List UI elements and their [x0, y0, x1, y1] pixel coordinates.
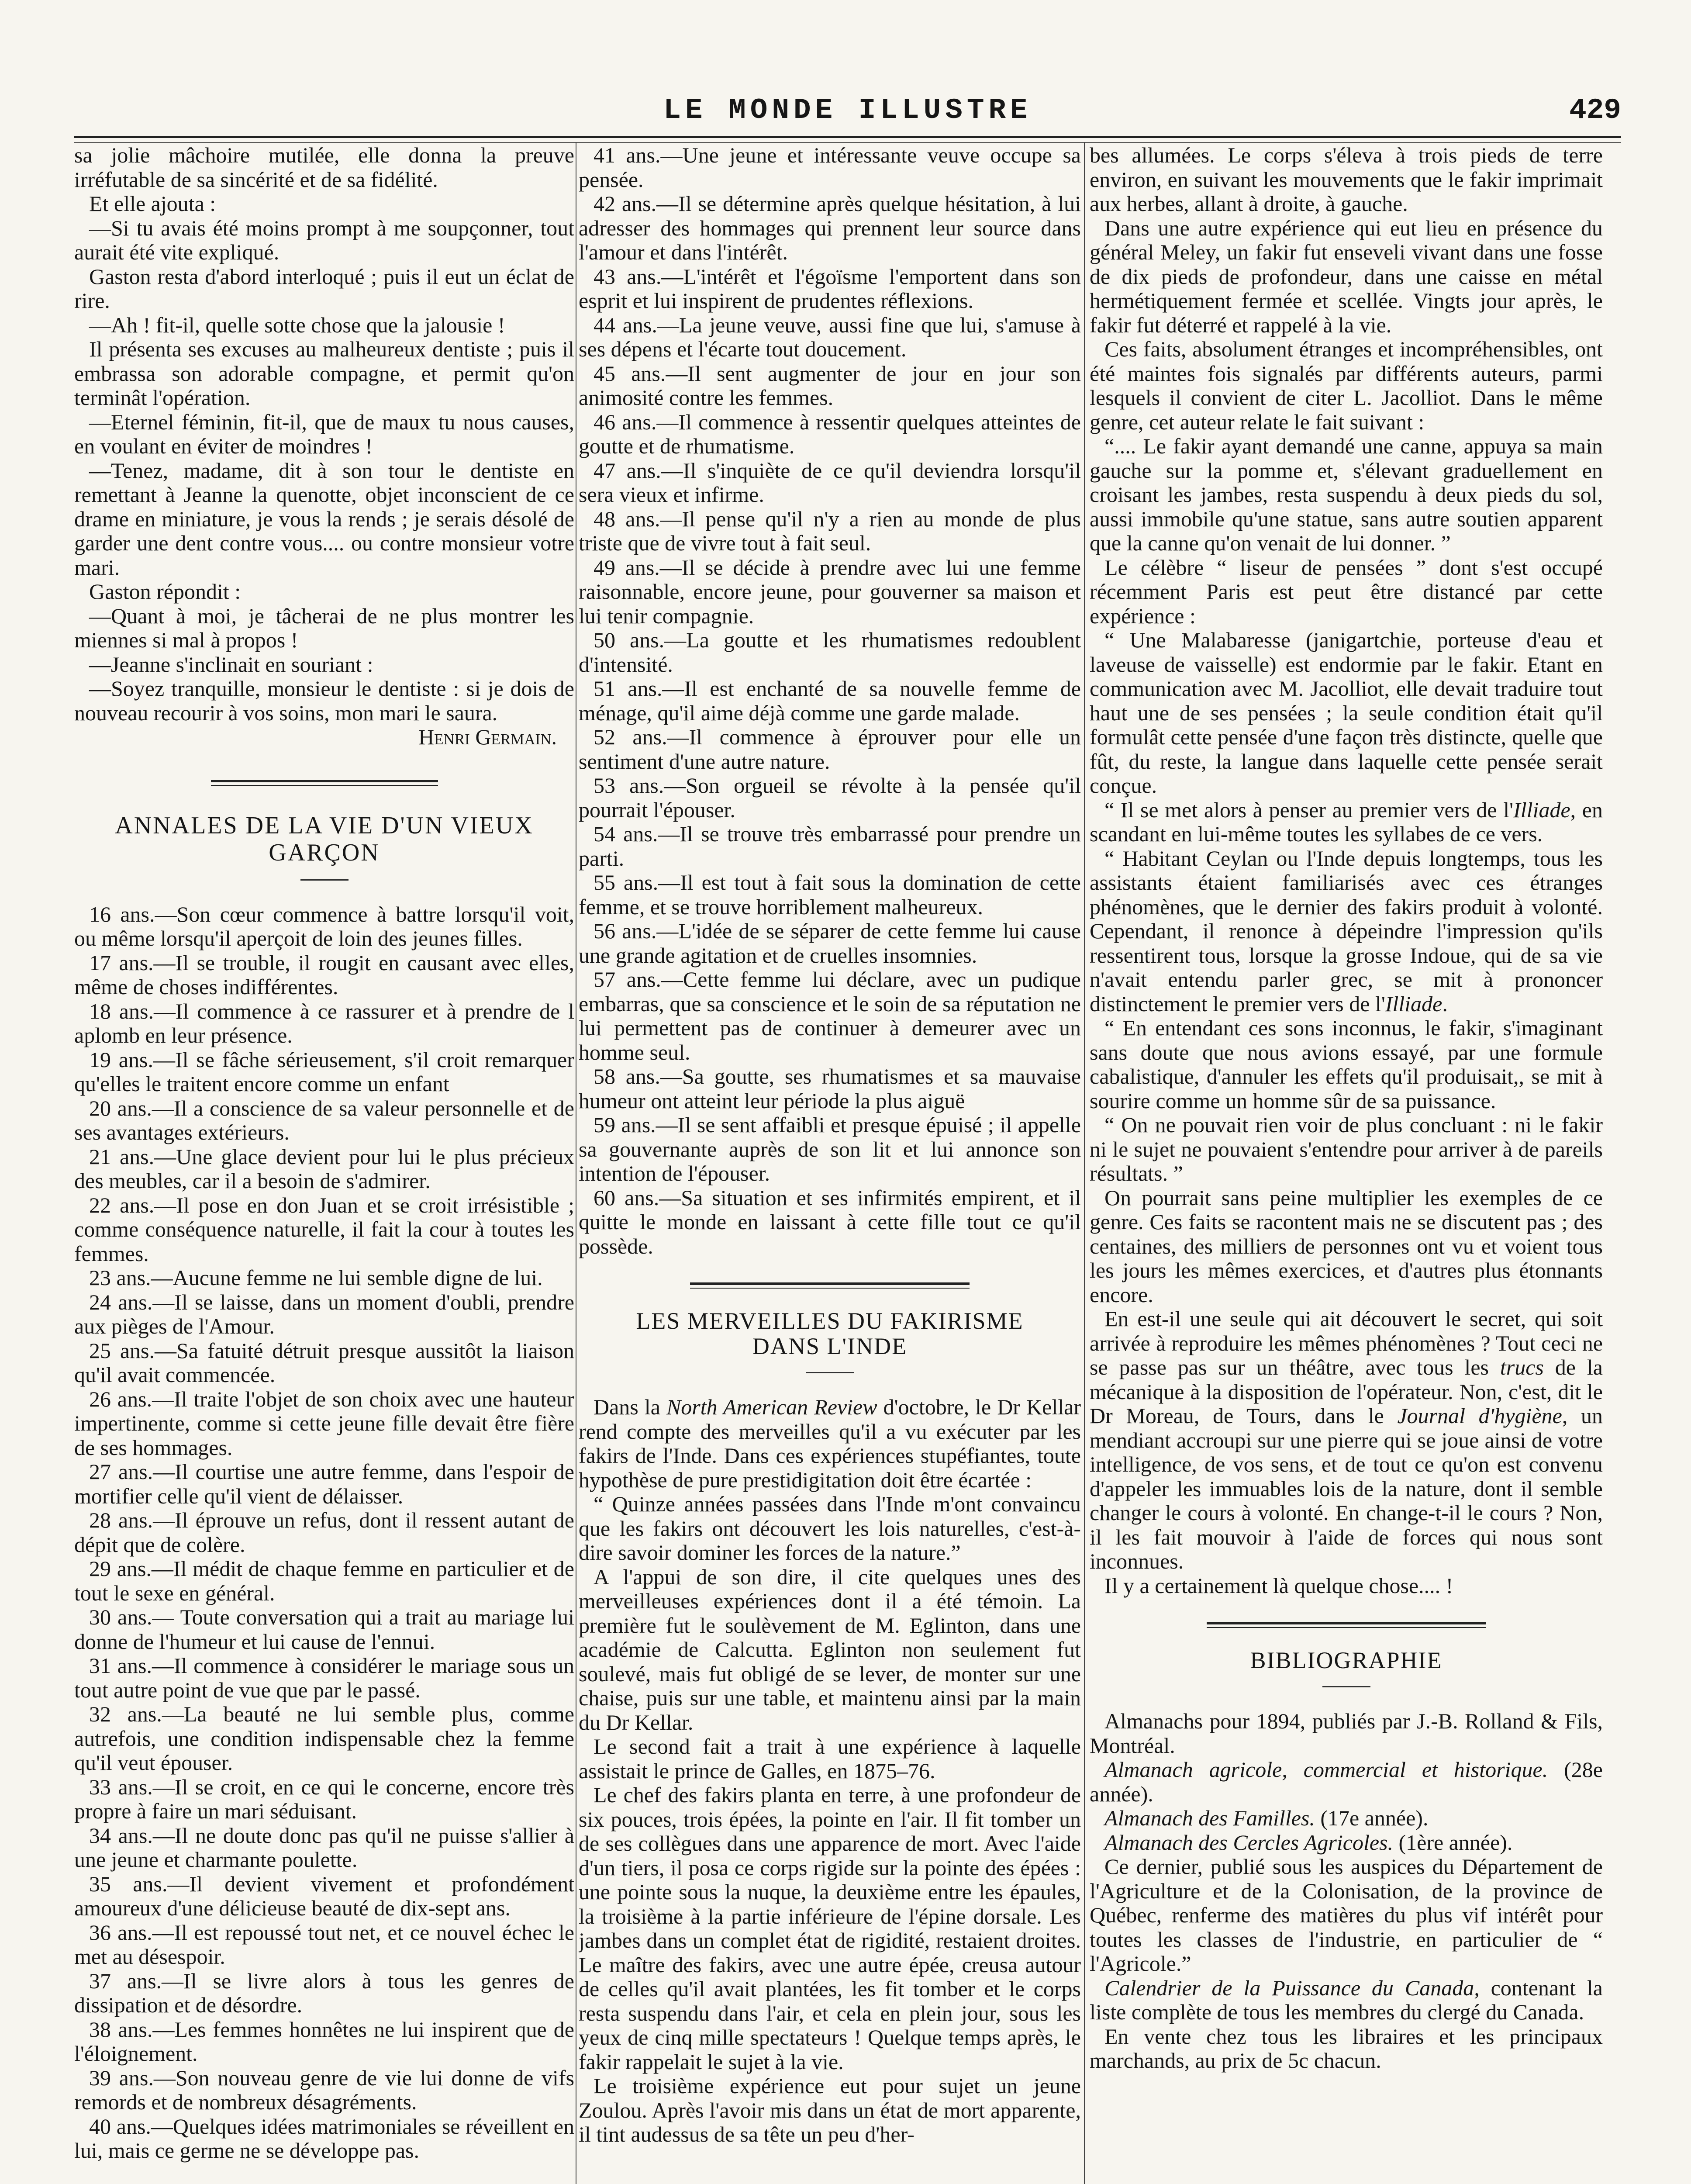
paragraph: Le second fait a trait à une expérience à laquelle assistait le prince de Galles, en 1875–76. — [579, 1734, 1081, 1783]
paragraph: Le chef des fakirs planta en terre, à une profondeur de six pouces, trois épées, la pointe en l'air. Il fit tomber un de ses collègues dans une apparence de mort. Avec l'aide d'un tiers, il posa ce corps rigide sur la pointe des épées : une pointe sous la nuque, la deuxième entre les épaules, la troisième à la partie inférieure de l'épine dorsale. Les jambes dans un complet état de rigidité, restaient droites. Le maître des fakirs, avec une autre épée, creusa autour de celles qu'il avait plantées, les fit tomber et le corps resta suspendu dans l'air, et cela en plein jour, sous les yeux de cinq mille spectateurs ! Quelque temps après, le fakir rappelait le sujet à la vie. — [579, 1783, 1081, 2074]
paragraph — [1090, 1307, 1603, 1574]
age-entry: 44 ans.—La jeune veuve, aussi fine que lui, s'amuse à ses dépens et l'écarte tout doucement. — [579, 312, 1081, 361]
age-entry: 48 ans.—Il pense qu'il n'y a rien au monde de plus triste que de vivre tout à fait seul. — [579, 506, 1081, 555]
paragraph: Ces faits, absolument étranges et incompréhensibles, ont été maintes fois signalés par différents auteurs, parmi lesquels il convient de citer L. Jacolliot. Dans le même genre, cet auteur relate le fait suivant : — [1090, 337, 1603, 434]
column-divider — [1084, 142, 1085, 2184]
paragraph: —Eternel féminin, fit-il, que de maux tu nous causes, en voulant en éviter de moindres ! — [74, 409, 574, 458]
bibliography-entry: Ce dernier, publié sous les auspices du Département de l'Agriculture et de la Colonisation, de la province de Québec, renferme des matières du plus vif intérêt pour toutes les classes de l'industrie, en particulier de “ l'Agricole.” — [1090, 1854, 1603, 1976]
quotation: “.... Le fakir ayant demandé une canne, appuya sa main gauche sur la pomme et, s'élevant graduellement en croisant les jambes, resta suspendu à deux pieds du sol, aussi immobile qu'une statue, sans autre soutien apparent que la canne qu'on venait de lui donner. ” — [1090, 434, 1603, 555]
bibliography-entry — [1090, 1806, 1603, 1831]
text-run: (1ère année). — [1393, 1830, 1513, 1855]
title-rule — [1322, 1686, 1370, 1687]
quotation — [1090, 847, 1603, 1016]
paragraph: Le troisième expérience eut pour sujet un jeune Zoulou. Après l'avoir mis dans un état de mort apparente, il tint audessus de sa tête un peu d'her- — [579, 2073, 1081, 2146]
text-run: , en scandant en lui-même toutes les syllabes de ce vers. — [1090, 797, 1603, 846]
age-entry: 38 ans.—Les femmes honnêtes ne lui inspirent que de l'éloignement. — [74, 2017, 574, 2066]
paragraph: —Si tu avais été moins prompt à me soupçonner, tout aurait été vite expliqué. — [74, 215, 574, 264]
section-separator — [1207, 1622, 1486, 1628]
age-entry: 23 ans.—Aucune femme ne lui semble digne de lui. — [89, 1265, 543, 1290]
age-entry: 16 ans.—Son cœur commence à battre lorsqu'il voit, ou même lorsqu'il aperçoit de loin des jeunes filles. — [74, 902, 574, 950]
bibliography-entry — [1090, 1976, 1603, 2025]
italic-term: trucs — [1500, 1355, 1544, 1379]
section-separator — [690, 1282, 970, 1289]
age-entry: 29 ans.—Il médit de chaque femme en particulier et de tout le sexe en général. — [74, 1556, 574, 1605]
quotation: “ On ne pouvait rien voir de plus concluant : ni le fakir ni le sujet ne pouvaient s'entendre pour arriver à de pareils résultats. ” — [1090, 1113, 1603, 1185]
age-entry: 57 ans.—Cette femme lui déclare, avec un pudique embarras, que sa conscience et le soin de sa réputation ne lui permettent pas de continuer à demeurer avec un homme seul. — [579, 967, 1081, 1064]
paragraph: On pourrait sans peine multiplier les exemples de ce genre. Ces faits se racontent mais ne se discutent pas ; des centaines, des milliers de personnes ont vu et voient tous les jours les mêmes exercices, et d'autres plus étonnants encore. — [1090, 1185, 1603, 1307]
bibliography-entry: Almanachs pour 1894, publiés par J.-B. Rolland & Fils, Montréal. — [1090, 1709, 1603, 1758]
age-entry: 20 ans.—Il a conscience de sa valeur personnelle et de ses avantages extérieurs. — [74, 1095, 574, 1144]
age-entry: 53 ans.—Son orgueil se révolte à la pensée qu'il pourrait l'épouser. — [579, 773, 1081, 822]
text-run: “ Habitant Ceylan ou l'Inde depuis longtemps, tous les assistants étaient familiarisés avec ces étranges phénomènes, que le dernier des fakirs produit à volonté. Cependant, il renonce à dépeindre l'impression qu'ils ressentirent tous, lorsque la grosse Indoue, qui de sa vie n'avait entendu parler grec, se mit à prononcer distinctement le premier vers de l' — [1090, 846, 1603, 1016]
text-run: de la mécanique à la disposition de l'opérateur. Non, c'est, dit le Dr Moreau, de Tours, dans le — [1090, 1355, 1603, 1428]
quotation: “ Quinze années passées dans l'Inde m'ont convaincu que les fakirs ont découvert les lois naturelles, c'est-à-dire savoir dominer les forces de la nature.” — [579, 1492, 1081, 1565]
bibliography-entry — [1090, 1831, 1603, 1855]
paragraph: sa jolie mâchoire mutilée, elle donna la preuve irréfutable de sa sincérité et de sa fidélité. — [74, 143, 574, 192]
italic-title: Journal d'hygiène — [1397, 1403, 1562, 1428]
text-run: , un mendiant accroupi sur une pierre qui se joue ainsi de votre intelligence, de vos sens, et de tout ce qu'on est convenu d'appeler les immuables lois de la nature, dont il semble changer le cours à volonté. En change-t-il le cours ? Non, il les fait mouvoir à l'aide de forces qui nous sont inconnues. — [1090, 1403, 1603, 1573]
text-run: contenant la liste complète de tous les membres du clergé du Canada. — [1090, 1975, 1603, 2024]
age-entry: 36 ans.—Il est repoussé tout net, et ce nouvel échec le met au désespoir. — [74, 1920, 574, 1969]
quotation: “ Une Malabaresse (janigartchie, porteuse d'eau et laveuse de vaisselle) est endormie par le fakir. Etant en communication avec M. Jacolliot, elle devait traduire tout haut une de ses pensées ; la seule condition était qu'il formulât cette pensée d'une façon très distincte, quelle que fût, du reste, la langue dans laquelle cette pensée serait conçue. — [1090, 628, 1603, 798]
page-number: 429 — [1569, 94, 1621, 127]
bibliography-entry — [1090, 1758, 1603, 1806]
quotation — [1090, 798, 1603, 847]
age-entry: 33 ans.—Il se croit, en ce qui le concerne, encore très propre à faire un mari séduisant. — [74, 1774, 574, 1823]
paragraph: —Soyez tranquille, monsieur le dentiste : si je dois de nouveau recourir à vos soins, mon mari le saura. — [74, 676, 574, 725]
age-entry: 27 ans.—Il courtise une autre femme, dans l'espoir de mortifier celle qu'il vient de délaisser. — [74, 1459, 574, 1508]
age-entry: 25 ans.—Sa fatuité détruit presque aussitôt la liaison qu'il avait commencée. — [74, 1338, 574, 1387]
section-title: LES MERVEILLES DU FAKIRISME — [636, 1308, 1024, 1334]
paragraph: —Ah ! fit-il, quelle sotte chose que la jalousie ! — [89, 312, 505, 337]
age-entry: 37 ans.—Il se livre alors à tous les genres de dissipation et de désordre. — [74, 1968, 574, 2017]
age-entry: 26 ans.—Il traite l'objet de son choix avec une hauteur impertinente, comme si cette jeune fille devait être fière de ses hommages. — [74, 1386, 574, 1460]
age-entry: 24 ans.—Il se laisse, dans un moment d'oubli, prendre aux pièges de l'Amour. — [74, 1289, 574, 1338]
age-entry: 59 ans.—Il se sent affaibli et presque épuisé ; il appelle sa gouvernante auprès de son lit et lui annonce son intention de l'épouser. — [579, 1113, 1081, 1185]
age-entry: 17 ans.—Il se trouble, il rougit en causant avec elles, même de choses indifférentes. — [74, 950, 574, 999]
section-separator — [211, 780, 438, 786]
age-entry: 22 ans.—Il pose en don Juan et se croit irrésistible ; comme conséquence naturelle, il fait la cour à toutes les femmes. — [74, 1192, 574, 1266]
italic-title: North American Review — [666, 1395, 877, 1419]
age-entry: 39 ans.—Son nouveau genre de vie lui donne de vifs remords et de nombreux désagréments. — [74, 2065, 574, 2114]
age-entry: 18 ans.—Il commence à ce rassurer et à prendre de l aplomb en leur présence. — [74, 999, 574, 1047]
age-entry: 52 ans.—Il commence à éprouver pour elle un sentiment d'une autre nature. — [579, 725, 1081, 774]
header-rule — [74, 136, 1621, 143]
age-entry: 47 ans.—Il s'inquiète de ce qu'il deviendra lorsqu'il sera vieux et infirme. — [579, 458, 1081, 507]
paragraph: Et elle ajouta : — [89, 191, 216, 216]
paragraph: Gaston resta d'abord interloqué ; puis il eut un éclat de rire. — [74, 264, 574, 313]
age-entry: 28 ans.—Il éprouve un refus, dont il ressent autant de dépit que de colère. — [74, 1508, 574, 1557]
age-entry: 51 ans.—Il est enchanté de sa nouvelle femme de ménage, qu'il aime déjà comme une garde malade. — [579, 676, 1081, 725]
age-entry: 35 ans.—Il devient vivement et profondément amoureux d'une délicieuse beauté de dix-sept ans. — [74, 1871, 574, 1920]
text-run: En est-il une seule qui ait découvert le secret, qui soit arrivée à reproduire les mêmes phénomènes ? Tout ceci ne se passe pas sur un théâtre, avec tous les — [1090, 1306, 1603, 1379]
age-entry: 21 ans.—Une glace devient pour lui le plus précieux des meubles, car il a besoin de s'admirer. — [74, 1144, 574, 1193]
paragraph: Dans une autre expérience qui eut lieu en présence du général Meley, un fakir fut enseveli vivant dans une fosse de dix pieds de profondeur, dans une caisse en métal hermétiquement fermée et scellée. Vingts jour après, le fakir fut déterré et rappelé à la vie. — [1090, 215, 1603, 337]
age-entry: 50 ans.—La goutte et les rhumatismes redoublent d'intensité. — [579, 628, 1081, 677]
title-rule — [300, 879, 349, 881]
paragraph: —Tenez, madame, dit à son tour le dentiste en remettant à Jeanne la quenotte, objet inconscient de ce drame en miniature, je vous la rends ; je serais désolé de garder une dent contre vous.... ou contre monsieur votre mari. — [74, 458, 574, 580]
text-run: (17e année). — [1315, 1806, 1429, 1830]
age-entry: 42 ans.—Il se détermine après quelque hésitation, à lui adresser des hommages qui prennent leur source dans l'amour et dans l'intérêt. — [579, 191, 1081, 264]
italic-title: Calendrier de la Puissance du Canada, — [1104, 1975, 1480, 2000]
section-title-line2: DANS L'INDE — [752, 1333, 908, 1359]
paragraph — [579, 1395, 1081, 1492]
italic-title: Almanach des Familles. — [1104, 1806, 1315, 1830]
text-run: . — [1442, 991, 1448, 1016]
age-entry: 45 ans.—Il sent augmenter de jour en jour son animosité contre les femmes. — [579, 361, 1081, 410]
paragraph: A l'appui de son dire, il cite quelques unes des merveilleuses expériences dont il a été témoin. La première fut le soulèvement de M. Eglinton, dans une académie de Calcutta. Eglinton non seulement fut soulevé, mais fut obligé de se lever, de monter sur une chaise, puis sur une table, et maintenu ainsi par la main du Dr Kellar. — [579, 1564, 1081, 1735]
text-run: (28e année). — [1090, 1757, 1603, 1806]
paragraph: Il y a certainement là quelque chose.... ! — [1104, 1573, 1453, 1598]
section-title: BIBLIOGRAPHIE — [1250, 1647, 1443, 1673]
author-signature: Henri Germain. — [418, 725, 557, 749]
italic-title: Illiade — [1385, 991, 1443, 1016]
paragraph: Il présenta ses excuses au malheureux dentiste ; puis il embrassa son adorable compagne, et permit qu'on terminât l'opération. — [74, 337, 574, 410]
age-entry: 32 ans.—La beauté ne lui semble plus, comme autrefois, une condition indispensable chez la femme qu'il veut épouser. — [74, 1702, 574, 1775]
bibliography-entry: En vente chez tous les libraires et les principaux marchands, au prix de 5c chacun. — [1090, 2024, 1603, 2073]
masthead-title: LE MONDE ILLUSTRE — [663, 94, 1032, 127]
age-entry: 46 ans.—Il commence à ressentir quelques atteintes de goutte et de rhumatisme. — [579, 409, 1081, 458]
text-run: “ Il se met alors à penser au premier vers de l' — [1104, 797, 1514, 822]
section-title: ANNALES DE LA VIE D'UN VIEUX GARÇON — [115, 812, 534, 866]
italic-title: Illiade — [1513, 797, 1570, 822]
age-entry: 55 ans.—Il est tout à fait sous la domination de cette femme, et se trouve horriblement malheureux. — [579, 870, 1081, 919]
text-run: d'octobre, le Dr Kellar rend compte des merveilles qu'il a vu exécuter par les fakirs de l'Inde. Dans ces expériences stupéfiantes, toute hypothèse de pure prestidigitation doit être écartée : — [579, 1395, 1081, 1492]
italic-title: Almanach agricole, commercial et historique. — [1104, 1757, 1548, 1782]
age-entry: 58 ans.—Sa goutte, ses rhumatismes et sa mauvaise humeur ont atteint leur période la plus aiguë — [579, 1064, 1081, 1113]
paragraph: Le célèbre “ liseur de pensées ” dont s'est occupé récemment Paris est peut être distancé par cette expérience : — [1090, 555, 1603, 628]
title-rule — [806, 1372, 854, 1373]
paragraph: —Jeanne s'inclinait en souriant : — [89, 652, 373, 677]
age-entry: 49 ans.—Il se décide à prendre avec lui une femme raisonnable, encore jeune, pour gouverner sa maison et lui tenir compagnie. — [579, 555, 1081, 628]
paragraph: —Quant à moi, je tâcherai de ne plus montrer les miennes si mal à propos ! — [74, 603, 574, 652]
age-entry: 34 ans.—Il ne doute donc pas qu'il ne puisse s'allier à une jeune et charmante poulette. — [74, 1823, 574, 1872]
age-entry: 41 ans.—Une jeune et intéressante veuve occupe sa pensée. — [579, 143, 1081, 192]
age-entry: 43 ans.—L'intérêt et l'égoïsme l'emportent dans son esprit et lui inspirent de prudentes réflexions. — [579, 264, 1081, 313]
column-2 — [579, 143, 1081, 2184]
italic-title: Almanach des Cercles Agricoles. — [1104, 1830, 1393, 1855]
quotation: “ En entendant ces sons inconnus, le fakir, s'imaginant sans doute que nous avions essayé, par une formule cabalistique, d'annuler les effets qu'il produisait,, se mit à sourire comme un homme sûr de sa puissance. — [1090, 1016, 1603, 1113]
age-entry: 60 ans.—Sa situation et ses infirmités empirent, et il quitte le monde en laissant à cette fille tout ce qu'il possède. — [579, 1185, 1081, 1258]
column-1 — [74, 143, 574, 2184]
page-header — [74, 94, 1621, 133]
column-3 — [1090, 143, 1603, 2184]
text-run: Dans la — [594, 1395, 666, 1419]
paragraph: Gaston répondit : — [89, 579, 241, 604]
age-entry: 54 ans.—Il se trouve très embarrassé pour prendre un parti. — [579, 822, 1081, 871]
age-entry: 30 ans.— Toute conversation qui a trait au mariage lui donne de l'humeur et lui cause de l'ennui. — [74, 1605, 574, 1654]
age-entry: 31 ans.—Il commence à considérer le mariage sous un tout autre point de vue que par le passé. — [74, 1653, 574, 1702]
age-entry: 40 ans.—Quelques idées matrimoniales se réveillent en lui, mais ce germe ne se développe pas. — [74, 2114, 574, 2163]
paragraph: bes allumées. Le corps s'éleva à trois pieds de terre environ, en suivant les mouvements que le fakir imprimait aux herbes, allant à droite, à gauche. — [1090, 143, 1603, 216]
age-entry: 19 ans.—Il se fâche sérieusement, s'il croit remarquer qu'elles le traitent encore comme un enfant — [74, 1047, 574, 1096]
age-entry: 56 ans.—L'idée de se séparer de cette femme lui cause une grande agitation et de cruelles insomnies. — [579, 919, 1081, 968]
